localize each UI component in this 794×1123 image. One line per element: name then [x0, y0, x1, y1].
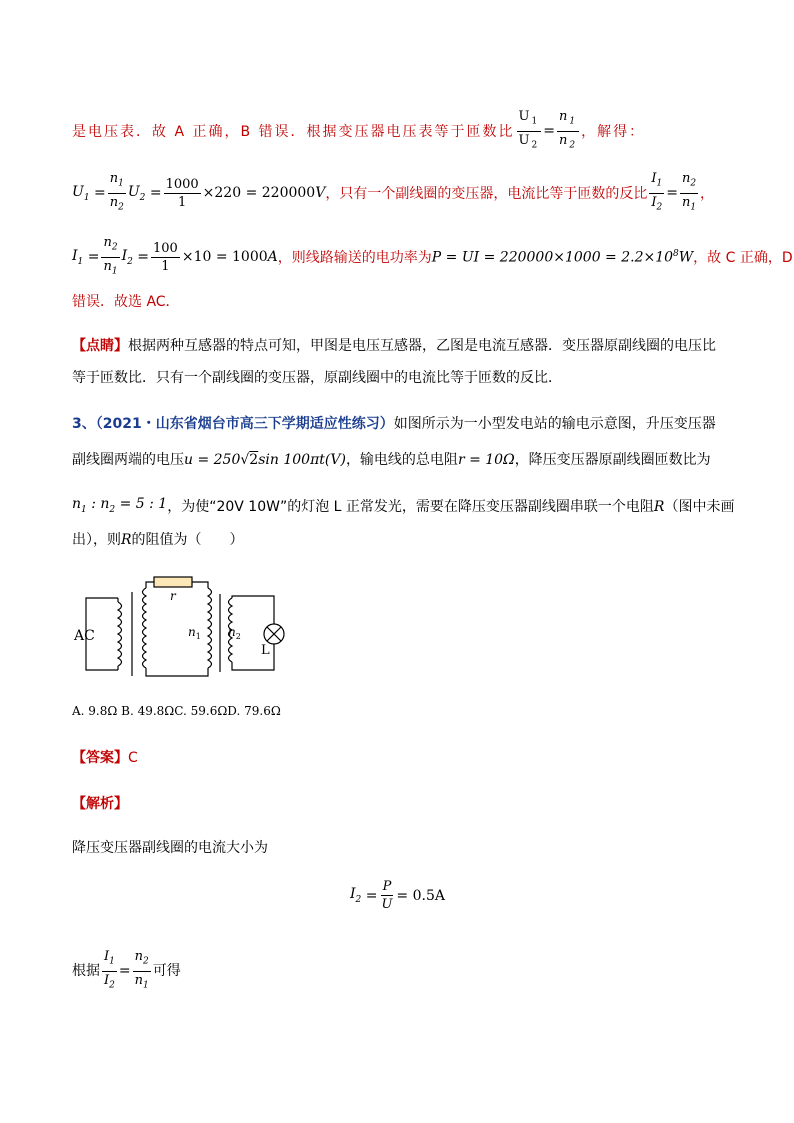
fraction-p-u: $\frac{P}{U}$ [381, 879, 393, 912]
comment-text1: 根据两种互感器的特点可知，甲图是电压互感器，乙图是电流互感器．变压器原副线圈的电压比 [128, 338, 716, 354]
fraction-n1-n2: $\frac{n_1}{n_2}$ [558, 109, 578, 151]
para2-line: $U_1$ = $\frac{n_1}{n_2}$ $U_2$ = $\frac{1000}{1}$ ×220 = 220000 V ，只有一个副线圈的变压器，电流比等于匝数的反比 $\frac{I_1}{I_2}$ = $\frac{n_2}{n_1}$ ， [72, 170, 714, 216]
para3-text: ，则线路输送的电功率为 [277, 250, 432, 267]
para3-line: $I_1$ = $\frac{n_2}{n_1}$ $I_2$ = $\frac{100}{1}$ ×10 = 1000 A ，则线路输送的电功率为 P = UI = $220000\times 1000 = 2.2\times 10^8W$ ，故 C 正确，D [72, 234, 793, 280]
label-n2: $n_2$ [228, 625, 241, 641]
eq-i2: $I_2$ [121, 247, 133, 267]
question-line1 [72, 414, 716, 434]
question-line4: 出），则R的阻值为（ ） [72, 532, 244, 548]
eq-u1: $U_1$ [72, 183, 90, 203]
fraction-i1-i2: $\frac{I_1}{I_2}$ [651, 171, 663, 213]
unit-a: A [267, 249, 278, 266]
fraction-100-1: $\frac{100}{1}$ [153, 240, 178, 274]
unit-v: V [315, 185, 326, 202]
label-ac: AC [74, 628, 95, 644]
fraction-n2-n1-c: $\frac{n_2}{n_1}$ [134, 949, 149, 991]
voltage-expression: u = 250√2sin 100πt(V) [184, 452, 346, 468]
fraction-u1-u2: $\frac{U_1}{U_2}$ [518, 109, 540, 151]
question-source: （2021・山东省烟台市高三下学期适应性练习） [95, 416, 394, 432]
fraction-1000-1: $\frac{1000}{1}$ [165, 176, 199, 210]
resistor-r [154, 577, 192, 587]
para3-text2: ，故 C 正确，D [693, 250, 793, 267]
comment-line2: 等于匝数比．只有一个副线圈的变压器，原副线圈中的电流比等于匝数的反比． [72, 370, 562, 386]
circuit-diagram [68, 572, 308, 682]
para1-intro: 是电压表．故 A 正确，B 错误．根据变压器电压表等于匝数比 [72, 124, 515, 141]
answer-options: A. 9.8Ω B. 49.8ΩC. 59.6ΩD. 79.6Ω [72, 704, 281, 718]
coil-primary-2 [208, 588, 212, 668]
analysis-line1: 降压变压器副线圈的电流大小为 [72, 840, 268, 856]
question-text1: 如图所示为一小型发电站的输电示意图，升压变压器 [393, 416, 716, 432]
question-line2: 副线圈两端的电压 u = 250√2sin 100πt(V) ，输电线的总电阻 r = 10Ω ，降压变压器原副线圈匝数比为 [72, 452, 711, 468]
eq-i1: $I_1$ [72, 247, 84, 267]
turns-ratio: $n_1$ : $n_2 = 5$ : 1 [72, 496, 168, 515]
para1-line: 是电压表．故 A 正确，B 错误．根据变压器电压表等于匝数比 $\frac{U_1}{U_2}$ = $\frac{n_1}{n_2}$ ，解得： [72, 108, 645, 154]
label-l: L [261, 643, 270, 658]
question-number: 3、 [72, 416, 96, 432]
answer-line [72, 748, 138, 768]
para1-outro: ，解得： [581, 124, 646, 141]
analysis-equation: $I_2$ = $\frac{P}{U}$ = 0.5A [350, 879, 445, 912]
eq-u2: $U_2$ [127, 183, 146, 203]
calc-voltage: ×220 = 220000 [202, 185, 316, 202]
analysis-tag: 【解析】 [72, 796, 128, 812]
fraction-n2-n1-b: $\frac{n_2}{n_1}$ [103, 235, 118, 277]
para4-line: 错误．故选 AC． [72, 294, 180, 310]
comment-line1 [72, 336, 716, 356]
calc-current: ×10 = 1000 [181, 249, 268, 266]
resistance-r: r = 10Ω [457, 452, 515, 468]
answer-tag: 【答案】 [72, 750, 128, 766]
coil-secondary-1 [143, 588, 147, 668]
label-n1: $n_1$ [188, 625, 201, 641]
question-line3: $n_1$ : $n_2 = 5$ : 1 ，为使“20V 10W”的灯泡 L 正常发光，需要在降压变压器副线圈串联一个电阻 R （图中未画 [72, 494, 734, 520]
power-equation: P = UI = $220000\times 1000 = 2.2\times 10^8W$ [431, 248, 694, 266]
coil-primary-1 [118, 602, 122, 666]
fraction-i1-i2-b: $\frac{I_1}{I_2}$ [104, 949, 115, 991]
analysis-line2: 根据 $\frac{I_1}{I_2}$ = $\frac{n_2}{n_1}$ 可得 [72, 948, 181, 994]
fraction-n1-n2-b: $\frac{n_1}{n_2}$ [109, 171, 124, 213]
fraction-n2-n1: $\frac{n_2}{n_1}$ [681, 171, 697, 213]
label-r: r [170, 589, 176, 603]
para2-text: ，只有一个副线圈的变压器，电流比等于匝数的反比 [325, 186, 648, 203]
comment-tag: 【点睛】 [72, 338, 128, 354]
answer-value: C [128, 750, 138, 766]
